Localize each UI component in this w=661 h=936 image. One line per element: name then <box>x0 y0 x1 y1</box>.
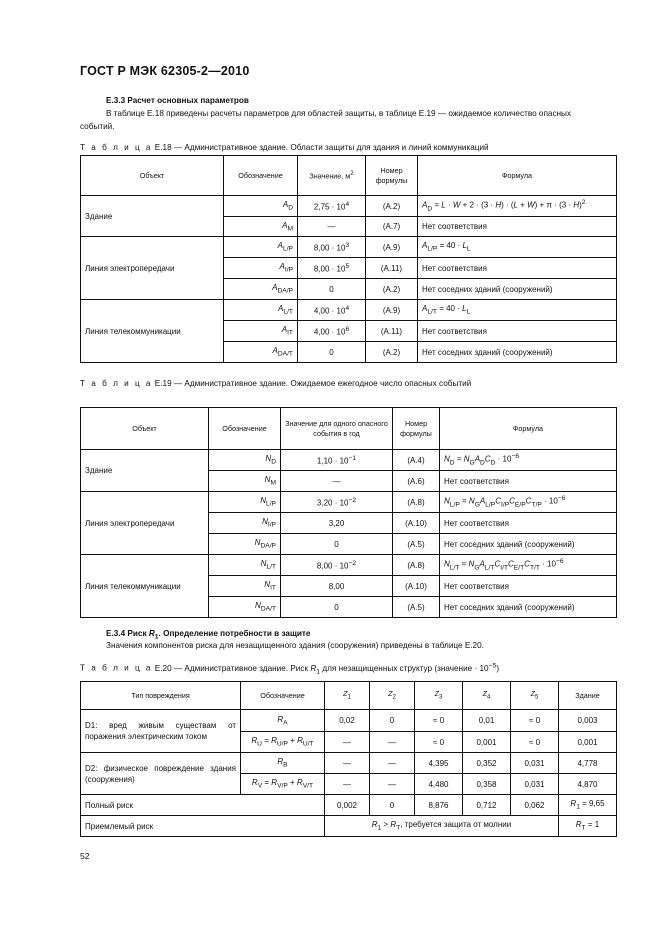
cell-z5: 0,062 <box>511 795 559 816</box>
cell-building: 4,778 <box>559 753 617 774</box>
cell-z5: ≈ 0 <box>511 710 559 732</box>
cell-building: 0,003 <box>559 710 617 732</box>
col-header-formula-number: Номер формулы <box>393 408 440 450</box>
cell-symbol: $R_B$ <box>241 753 325 774</box>
section-e33-title: Е.3.3 Расчет основных параметров <box>106 96 249 105</box>
row-object-telecom-line: Линия телекоммуникации <box>81 555 209 618</box>
cell-value: 0 <box>298 279 366 300</box>
table-e20-caption <box>80 662 499 675</box>
cell-z4: 0,001 <box>463 732 511 753</box>
cell-z4: 0,01 <box>463 710 511 732</box>
cell-formula: $N_D = N_GA_DC_D \cdot 10^{-6}$ <box>440 450 617 471</box>
cell-value: $8,00 \cdot 10^5$ <box>298 258 366 279</box>
cell-formula: $A_{L/P} = 40 \cdot L_L$ <box>418 237 617 258</box>
cell-building: 4,870 <box>559 774 617 795</box>
cell-formula-number: (A.7) <box>366 217 418 237</box>
caption-prefix: Т а б л и ц а <box>80 663 153 673</box>
cell-z1: — <box>325 732 370 753</box>
section-e33-paragraph: В таблице Е.18 приведены расчеты параметров для областей защиты, в таблице Е.19 — ожидаемое количество опасных событий. <box>80 109 572 131</box>
row-acceptable-risk: Приемлемый риск <box>81 816 325 837</box>
cell-z5: 0,031 <box>511 753 559 774</box>
cell-z1: — <box>325 774 370 795</box>
caption-prefix: Т а б л и ц а <box>80 379 153 388</box>
cell-z3: 8,876 <box>415 795 463 816</box>
cell-value: 0 <box>298 342 366 363</box>
cell-formula: Нет соответствия <box>440 513 617 534</box>
col-header-z4: $Z_4$ <box>463 682 511 710</box>
cell-formula: $N_{L/T} = N_GA_{L/T}C_{I/T}C_{E/T}C_{T/T} \cdot 10^{-6}$ <box>440 555 617 576</box>
cell-value: $8,00 \cdot 10^{-2}$ <box>281 555 393 576</box>
cell-z5: 0,031 <box>511 774 559 795</box>
cell-value: $4,00 \cdot 10^4$ <box>298 300 366 321</box>
cell-value: $2,75 \cdot 10^4$ <box>298 196 366 217</box>
cell-value: $4,00 \cdot 10^6$ <box>298 321 366 342</box>
row-object-building: Здание <box>81 196 224 237</box>
cell-value: 8,00 <box>281 576 393 597</box>
cell-symbol: $R_V = R_{V/P} + R_{V/T}$ <box>241 774 325 795</box>
cell-symbol: $A_{IT}$ <box>224 321 298 342</box>
cell-z1: — <box>325 753 370 774</box>
cell-formula: Нет соответствия <box>418 258 617 279</box>
cell-formula-number: (A.11) <box>366 321 418 342</box>
table-e20 <box>80 681 617 837</box>
cell-formula-number: (A.6) <box>393 471 440 492</box>
caption-prefix: Т а б л и ц а <box>80 143 153 152</box>
cell-z5: ≈ 0 <box>511 732 559 753</box>
col-header-formula: Формула <box>418 156 617 196</box>
cell-formula: Нет соответствия <box>418 217 617 237</box>
document-header: ГОСТ Р МЭК 62305-2—2010 <box>80 64 250 78</box>
cell-formula-number: (A.2) <box>366 279 418 300</box>
cell-formula-number: (A.8) <box>393 492 440 513</box>
row-damage-d1: D1: вред живым существам от поражения электрическим током <box>81 710 241 753</box>
cell-symbol: $N_{DA/P}$ <box>209 534 281 555</box>
cell-z2: — <box>370 732 415 753</box>
row-object-building: Здание <box>81 450 209 492</box>
cell-symbol: $A_{L/T}$ <box>224 300 298 321</box>
cell-symbol: $A_D$ <box>224 196 298 217</box>
row-damage-d2: D2: физическое повреждение здания (сооружения) <box>81 753 241 795</box>
col-header-value: Значение, $м^2$ <box>298 156 366 196</box>
cell-z4: 0,712 <box>463 795 511 816</box>
cell-value: $3,20 \cdot 10^{-2}$ <box>281 492 393 513</box>
cell-formula: Нет соседних зданий (сооружений) <box>418 279 617 300</box>
col-header-formula: Формула <box>440 408 617 450</box>
cell-formula: $A_D = L \cdot W + 2 \cdot (3 \cdot H) \cdot (L + W) + \pi \cdot (3 \cdot H)^2$ <box>418 196 617 217</box>
cell-symbol: $A_{L/P}$ <box>224 237 298 258</box>
cell-symbol: $N_{IT}$ <box>209 576 281 597</box>
cell-symbol: $N_{L/P}$ <box>209 492 281 513</box>
cell-formula-number: (A.2) <box>366 196 418 217</box>
cell-formula-number: (A.11) <box>366 258 418 279</box>
cell-symbol: $N_D$ <box>209 450 281 471</box>
cell-formula: Нет соответствия <box>440 576 617 597</box>
cell-formula-number: (A.10) <box>393 513 440 534</box>
cell-building-total: $R_1 = 9,65$ <box>559 795 617 816</box>
cell-symbol: $A_{I/P}$ <box>224 258 298 279</box>
cell-acceptable-risk-value: $R_T = 1$ <box>559 816 617 837</box>
col-header-object: Объект <box>81 408 209 450</box>
cell-formula-number: (A.9) <box>366 300 418 321</box>
cell-symbol: $A_{DA/P}$ <box>224 279 298 300</box>
col-header-z5: $Z_5$ <box>511 682 559 710</box>
cell-symbol: $N_{L/T}$ <box>209 555 281 576</box>
cell-formula-number: (A.8) <box>393 555 440 576</box>
cell-value: 0 <box>281 534 393 555</box>
cell-z3: 4,480 <box>415 774 463 795</box>
cell-formula: Нет соответствия <box>418 321 617 342</box>
table-e19 <box>80 407 617 618</box>
cell-formula: Нет соседних зданий (сооружений) <box>440 597 617 618</box>
cell-formula-number: (A.5) <box>393 534 440 555</box>
cell-z1: 0,02 <box>325 710 370 732</box>
section-e34-title: Е.3.4 Риск $R_1$. Определение потребности в защите <box>106 629 311 641</box>
col-header-z3: $Z_3$ <box>415 682 463 710</box>
cell-formula: Нет соседних зданий (сооружений) <box>440 534 617 555</box>
col-header-z1: $Z_1$ <box>325 682 370 710</box>
col-header-value: Значение для одного опасного события в год <box>281 408 393 450</box>
row-object-power-line: Линия электропередачи <box>81 492 209 555</box>
cell-symbol: $N_M$ <box>209 471 281 492</box>
caption-text: Е.20 — Административное здание. Риск $R_1$ для незащищенных структур (значение · $10^{-5}$) <box>152 662 500 676</box>
cell-formula-number: (A.4) <box>393 450 440 471</box>
row-total-risk: Полный риск <box>81 795 325 816</box>
cell-value: $8,00 \cdot 10^3$ <box>298 237 366 258</box>
cell-symbol: $N_{DA/T}$ <box>209 597 281 618</box>
col-header-object: Объект <box>81 156 224 196</box>
caption-text: Е.18 — Административное здание. Области защиты для здания и линий коммуникаций <box>152 143 489 152</box>
cell-formula: $A_{L/T} = 40 \cdot L_L$ <box>418 300 617 321</box>
row-object-telecom-line: Линия телекоммуникации <box>81 300 224 363</box>
cell-formula: Нет соответствия <box>440 471 617 492</box>
section-e34-paragraph: Значения компонентов риска для незащищенного здания (сооружения) приведены в таблице Е.20. <box>106 641 484 650</box>
cell-symbol: $R_U = R_{U/P} + R_{U/T}$ <box>241 732 325 753</box>
cell-z2: — <box>370 774 415 795</box>
cell-formula: Нет соседних зданий (сооружений) <box>418 342 617 363</box>
cell-value: — <box>298 217 366 237</box>
cell-symbol: $A_{DA/T}$ <box>224 342 298 363</box>
cell-value: — <box>281 471 393 492</box>
cell-z3: ≈ 0 <box>415 732 463 753</box>
cell-value: $1,10 \cdot 10^{-1}$ <box>281 450 393 471</box>
col-header-formula-number: Номер формулы <box>366 156 418 196</box>
table-e19-caption <box>80 379 471 388</box>
caption-text: Е.19 — Административное здание. Ожидаемое ежегодное число опасных событий <box>152 379 472 388</box>
cell-symbol: $R_A$ <box>241 710 325 732</box>
cell-z3: ≈ 0 <box>415 710 463 732</box>
cell-acceptable-risk-note: $R_1 > R_T$, требуется защита от молнии <box>325 816 559 837</box>
cell-z2: 0 <box>370 710 415 732</box>
cell-formula: $N_{L/P} = N_GA_{L/P}C_{I/P}C_{E/P}C_{T/P} \cdot 10^{-6}$ <box>440 492 617 513</box>
col-header-building: Здание <box>559 682 617 710</box>
table-e18 <box>80 155 617 363</box>
cell-formula-number: (A.10) <box>393 576 440 597</box>
col-header-symbol: Обозначение <box>209 408 281 450</box>
cell-z3: 4,395 <box>415 753 463 774</box>
page-number: 52 <box>80 851 90 861</box>
cell-formula-number: (A.5) <box>393 597 440 618</box>
col-header-symbol: Обозначение <box>224 156 298 196</box>
col-header-z2: $Z_2$ <box>370 682 415 710</box>
row-object-power-line: Линия электропередачи <box>81 237 224 300</box>
cell-z4: 0,352 <box>463 753 511 774</box>
col-header-symbol: Обозначение <box>241 682 325 710</box>
cell-symbol: $A_M$ <box>224 217 298 237</box>
cell-z4: 0,358 <box>463 774 511 795</box>
cell-z1: 0,002 <box>325 795 370 816</box>
col-header-damage-type: Тип повреждения <box>81 682 241 710</box>
cell-building: 0,001 <box>559 732 617 753</box>
table-e18-caption <box>80 143 489 152</box>
cell-value: 0 <box>281 597 393 618</box>
cell-formula-number: (A.2) <box>366 342 418 363</box>
cell-symbol: $N_{I/P}$ <box>209 513 281 534</box>
cell-value: 3,20 <box>281 513 393 534</box>
cell-z2: 0 <box>370 795 415 816</box>
cell-z2: — <box>370 753 415 774</box>
cell-formula-number: (A.9) <box>366 237 418 258</box>
